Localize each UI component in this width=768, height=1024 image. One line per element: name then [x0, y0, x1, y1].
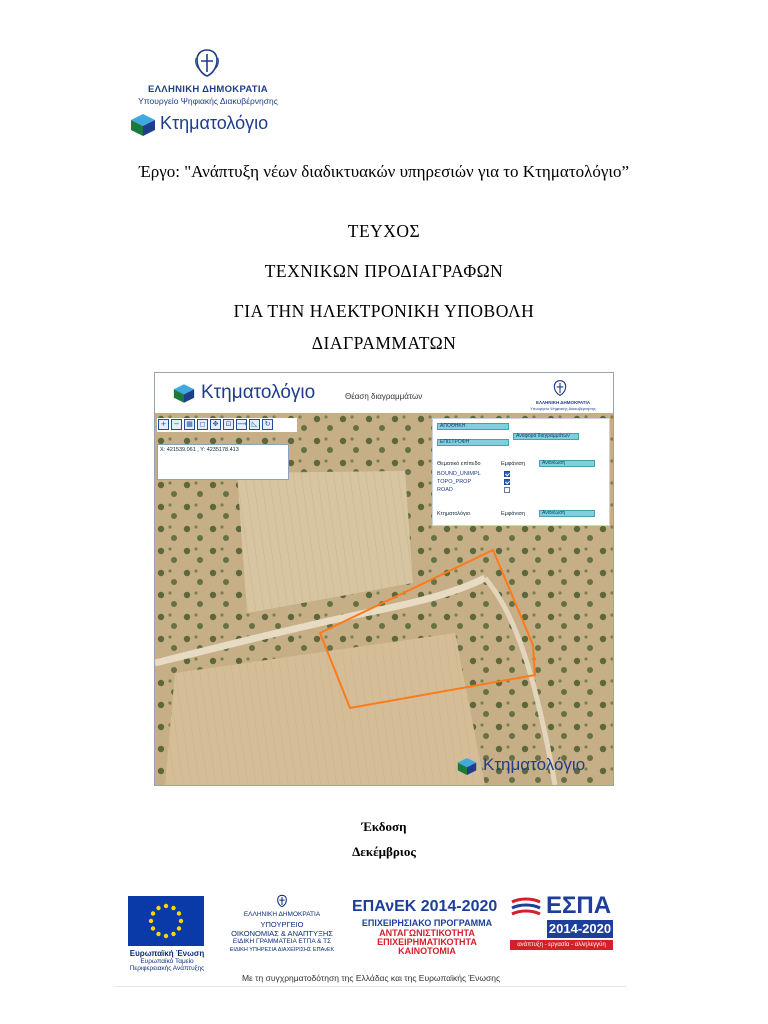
epanek-line-1: ΕΠΙΧΕΙΡΗΣΙΑΚΟ ΠΡΟΓΡΑΜΜΑ [361, 918, 493, 928]
espa-logo-icon [510, 896, 542, 918]
espa-years: 2014-2020 [548, 921, 612, 936]
zoom-out-icon[interactable]: − [171, 419, 182, 430]
cadastre-refresh-button[interactable]: Ανανέωση [539, 510, 595, 517]
project-title: Έργο: "Ανάπτυξη νέων διαδικτυακών υπηρεσιών για το Κτηματολόγιο” [138, 162, 630, 181]
eu-star [164, 934, 168, 938]
eu-star [177, 926, 181, 930]
map-toolbar [157, 418, 297, 432]
edition-month: Δεκέμβριος [352, 844, 416, 859]
eu-star [156, 932, 160, 936]
eu-star [151, 911, 155, 915]
refresh-icon[interactable]: ↻ [262, 419, 273, 430]
app-emblem-icon [551, 379, 569, 397]
eu-star [179, 919, 183, 923]
document-title-line-1: ΤΕΥΧΟΣ [347, 221, 421, 241]
pan-icon[interactable]: ✥ [210, 419, 221, 430]
app-ministry-text: Υπουργείο Ψηφιακής Διακυβέρνησης [530, 406, 596, 411]
espa-logo-text: ΕΣΠΑ [546, 892, 612, 919]
ministry-line-4: ΕΙΔΙΚΗ ΥΠΗΡΕΣΙΑ ΔΙΑΧΕΙΡΙΣΗΣ ΕΠΑνΕΚ [229, 947, 335, 953]
eu-fund-text [124, 958, 210, 972]
edition-label: Έκδοση [361, 819, 407, 834]
watermark-logo-icon [457, 757, 477, 776]
save-button[interactable]: ΑΠΟΘΗΚΗ [437, 423, 509, 430]
layer-checkbox-3[interactable] [504, 487, 510, 493]
eu-star [177, 911, 181, 915]
eu-fund-line-2: Περιφερειακής Ανάπτυξης [129, 965, 205, 972]
eu-flag-icon [128, 896, 204, 946]
layer-name-1: BOUND_UNIMPL [437, 471, 481, 477]
ministry-line-3: ΕΙΔΙΚΗ ΓΡΑΜΜΑΤΕΙΑ ΕΤΠΑ & ΤΣ [232, 938, 332, 945]
epanek-line-2: ΑΝΤΑΓΩΝΙΣΤΙΚΟΤΗΤΑ [379, 928, 475, 938]
measure-area-icon[interactable]: ◺ [249, 419, 260, 430]
header-republic-text: ΕΛΛΗΝΙΚΗ ΔΗΜΟΚΡΑΤΙΑ [148, 84, 268, 95]
ministry-emblem-icon [275, 894, 289, 908]
document-title-line-3: ΓΙΑ ΤΗΝ ΗΛΕΚΤΡΟΝΙΚΗ ΥΠΟΒΟΛΗ [233, 301, 535, 321]
layers-header-name: Θεματικό επίπεδο [437, 461, 481, 467]
header-brand-name: Κτηματολόγιο [160, 113, 269, 133]
eu-star [164, 904, 168, 908]
application-screenshot [154, 372, 614, 786]
extent-icon[interactable]: ⊡ [223, 419, 234, 430]
greek-emblem-icon [191, 47, 223, 79]
footer-divider [114, 986, 626, 987]
cadastre-row-name: Κτηματολόγιο [437, 511, 471, 517]
header-ministry-text: Υπουργείο Ψηφιακής Διακυβέρνησης [138, 96, 278, 106]
layer-checkbox-1[interactable] [504, 471, 510, 477]
epanek-logo-text: ΕΠΑνΕΚ 2014-2020 [352, 898, 498, 915]
eu-star [171, 932, 175, 936]
measure-line-icon[interactable]: ⟶ [237, 420, 248, 428]
layers-header-show: Εμφάνιση [501, 461, 526, 467]
cadastre-logo-icon [130, 113, 156, 137]
document-title-line-4: ΔΙΑΓΡΑΜΜΑΤΩΝ [311, 333, 457, 353]
eu-star [171, 906, 175, 910]
zoom-box-icon[interactable]: ◻ [197, 419, 208, 430]
layer-checkbox-2[interactable] [504, 479, 510, 485]
cofunding-statement: Με τη συγχρηματοδότηση της Ελλάδας και της Ευρωπαϊκής Ένωσης [241, 973, 501, 983]
cadastre-row-show: Εμφάνιση [501, 511, 526, 517]
ministry-republic: ΕΛΛΗΝΙΚΗ ΔΗΜΟΚΡΑΤΙΑ [243, 911, 321, 918]
coordinates-readout: X: 421539.061 , Y: 4235178.413 [157, 444, 289, 480]
eu-star [151, 926, 155, 930]
eu-star [149, 919, 153, 923]
app-republic-text: ΕΛΛΗΝΙΚΗ ΔΗΜΟΚΡΑΤΙΑ [535, 400, 591, 405]
app-logo-icon [173, 383, 195, 404]
eu-star [156, 906, 160, 910]
espa-tagline: ανάπτυξη - εργασία - αλληλεγγύη [510, 940, 613, 950]
ministry-line-1: ΥΠΟΥΡΓΕΙΟ [260, 920, 304, 929]
eu-union-text: Ευρωπαϊκή Ένωση [129, 949, 205, 958]
zoom-in-icon[interactable]: + [158, 419, 169, 430]
ministry-line-2: ΟΙΚΟΝΟΜΙΑΣ & ΑΝΑΠΤΥΞΗΣ [231, 929, 333, 938]
app-header [155, 373, 613, 413]
layer-name-3: ROAD [437, 487, 453, 493]
watermark-brand: Κτηματολόγιο [483, 755, 586, 774]
eu-fund-line-1: Ευρωπαϊκό Ταμείο [140, 958, 194, 965]
epanek-line-4: ΚΑΙΝΟΤΟΜΙΑ [398, 946, 456, 956]
document-title-line-2: ΤΕΧΝΙΚΩΝ ΠΡΟΔΙΑΓΡΑΦΩΝ [264, 261, 504, 281]
grid-icon[interactable]: ▦ [184, 419, 195, 430]
app-brand-name: Κτηματολόγιο [201, 382, 316, 403]
layers-refresh-button[interactable]: Ανανέωση [539, 460, 595, 467]
app-subtitle: Θέαση διαγραμμάτων [345, 392, 423, 401]
layer-name-2: TOPO_PROP [437, 479, 472, 485]
back-button[interactable]: ΕΠΙΣΤΡΟΦΗ [437, 439, 509, 446]
epanek-line-3: ΕΠΙΧΕΙΡΗΜΑΤΙΚΟΤΗΤΑ [377, 937, 477, 947]
diagram-search-button[interactable]: Αναφορά διαγραμμάτων [513, 433, 579, 440]
layers-panel [432, 418, 610, 526]
